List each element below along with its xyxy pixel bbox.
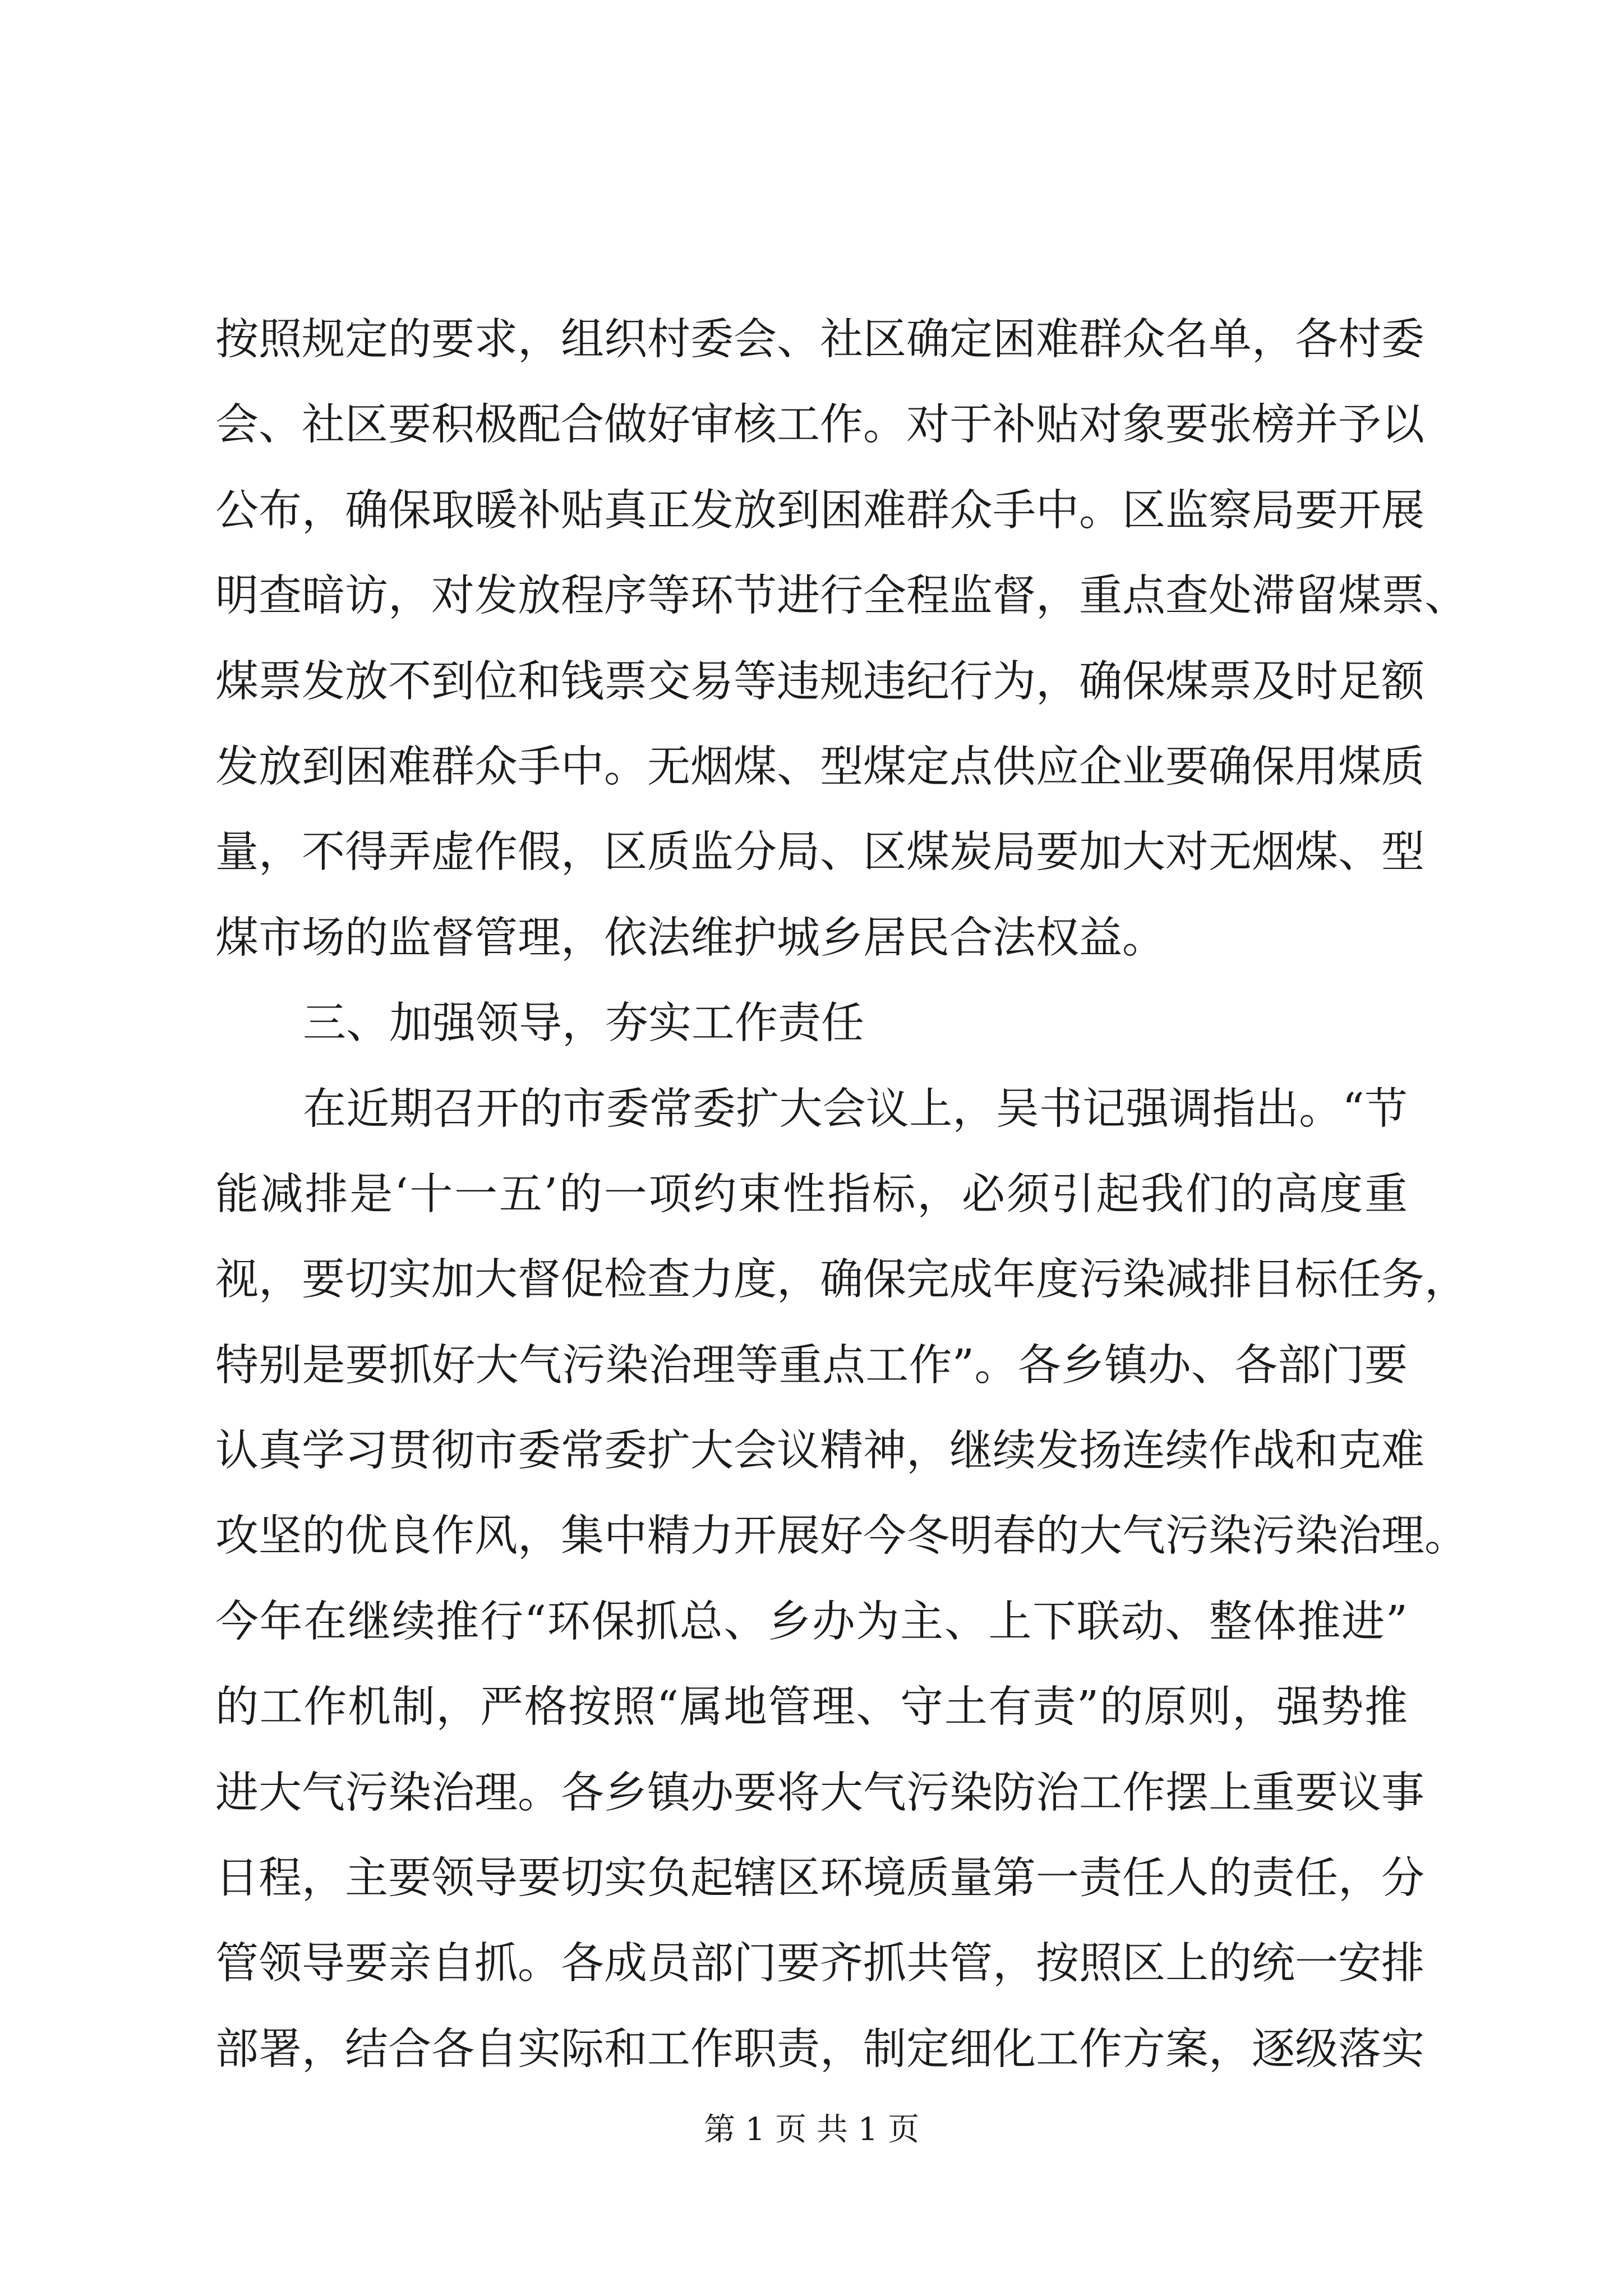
text-line: 认真学习贯彻市委常委扩大会议精神，继续发扬连续作战和克难 xyxy=(215,1426,1424,1476)
text-line: 量，不得弄虚作假，区质监分局、区煤炭局要加大对无烟煤、型 xyxy=(215,827,1424,878)
text-line: 今年在继续推行“环保抓总、乡办为主、上下联动、整体推进” xyxy=(215,1596,1408,1647)
text-line: 公布，确保取暖补贴真正发放到困难群众手中。区监察局要开展 xyxy=(215,485,1424,536)
text-line: 明查暗访，对发放程序等环节进行全程监督，重点查处滞留煤票、 xyxy=(215,571,1468,622)
text-line: 特别是要抓好大气污染治理等重点工作”。各乡镇办、各部门要 xyxy=(215,1340,1408,1391)
text-line: 的工作机制，严格按照“属地管理、守土有责”的原则，强势推 xyxy=(215,1682,1408,1733)
text-line: 煤票发放不到位和钱票交易等违规违纪行为，确保煤票及时足额 xyxy=(215,656,1424,707)
text-line: 部署，结合各自实际和工作职责，制定细化工作方案，逐级落实 xyxy=(215,2024,1424,2074)
text-line: 煤市场的监督管理，依法维护城乡居民合法权益。 xyxy=(215,913,1165,963)
text-line: 管领导要亲自抓。各成员部门要齐抓共管，按照区上的统一安排 xyxy=(215,1939,1424,1989)
text-line: 能减排是‘十一五’的一项约束性指标，必须引起我们的高度重 xyxy=(215,1169,1408,1220)
text-line: 按照规定的要求，组织村委会、社区确定困难群众名单，各村委 xyxy=(215,315,1424,365)
text-line: 进大气污染治理。各乡镇办要将大气污染防治工作摆上重要议事 xyxy=(215,1768,1424,1818)
text-line: 在近期召开的市委常委扩大会议上，吴书记强调指出。“节 xyxy=(303,1084,1408,1134)
text-line: 会、社区要积极配合做好审核工作。对于补贴对象要张榜并予以 xyxy=(215,400,1424,450)
text-line: 攻坚的优良作风，集中精力开展好今冬明春的大气污染污染治理。 xyxy=(215,1511,1468,1562)
section-heading: 三、加强领导，夯实工作责任 xyxy=(303,999,864,1049)
page-footer: 第 1 页 共 1 页 xyxy=(703,2111,920,2148)
text-line: 视，要切实加大督促检查力度，确保完成年度污染减排目标任务， xyxy=(215,1255,1468,1305)
text-line: 发放到困难群众手中。无烟煤、型煤定点供应企业要确保用煤质 xyxy=(215,742,1424,792)
text-line: 日程，主要领导要切实负起辖区环境质量第一责任人的责任，分 xyxy=(215,1853,1424,1904)
body-text xyxy=(215,297,1468,2092)
